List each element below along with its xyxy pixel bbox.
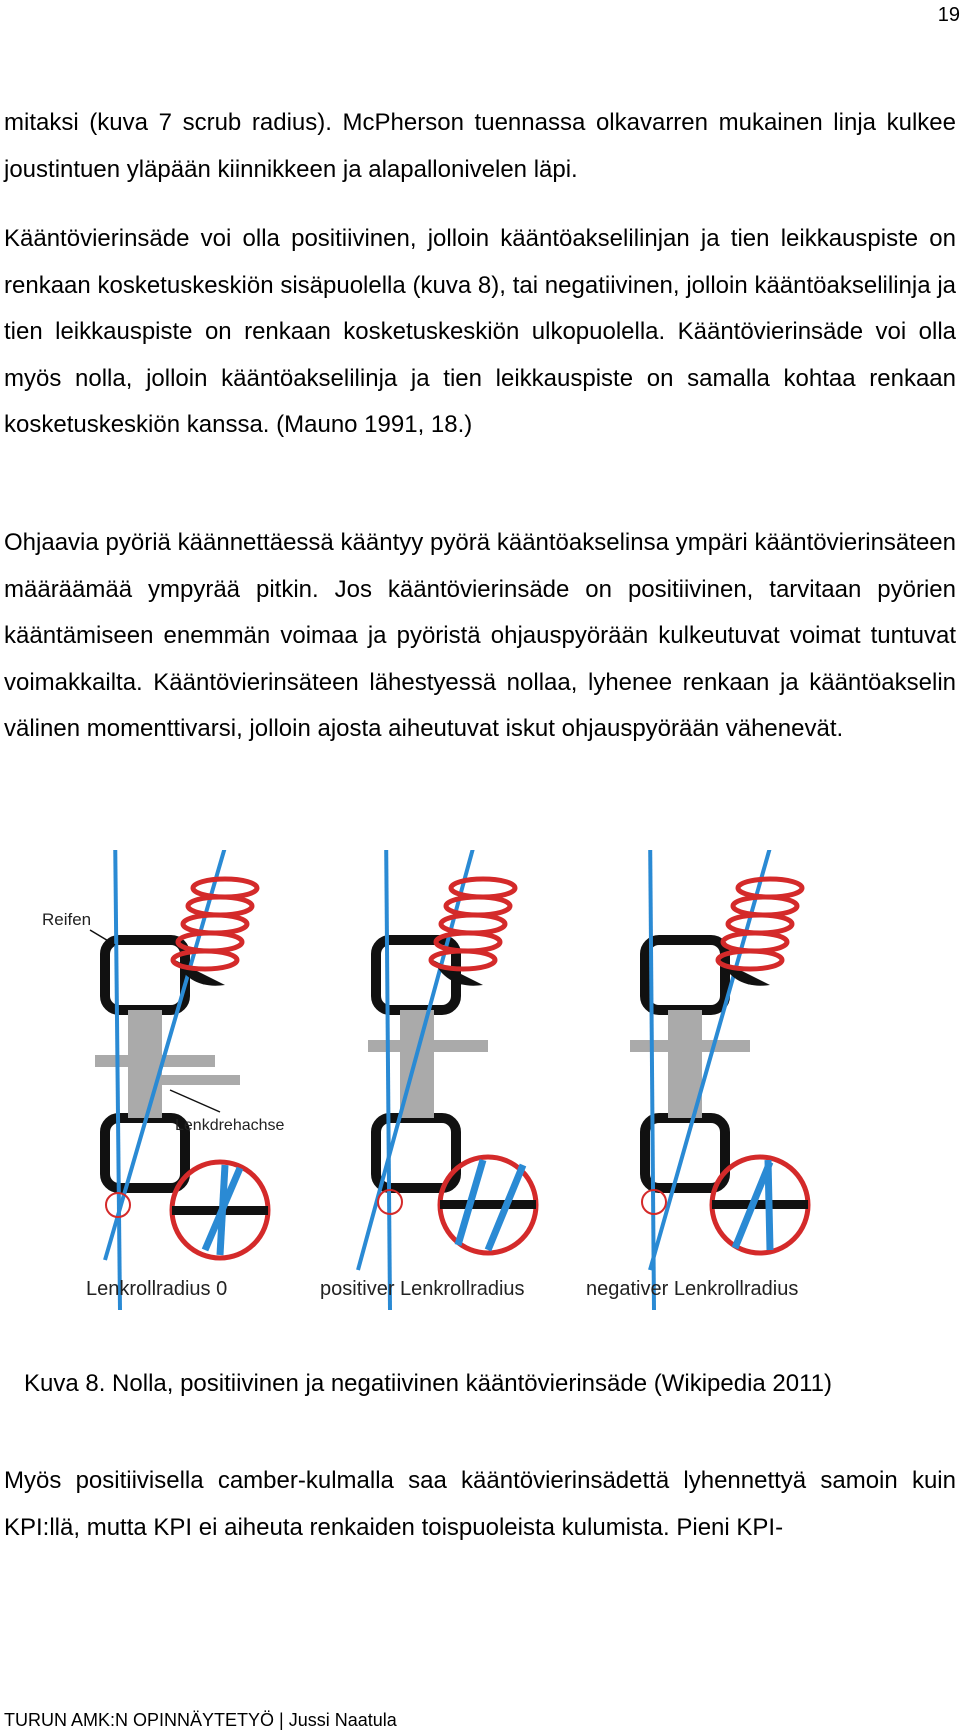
paragraph: Kääntövierinsäde voi olla positiivinen, jolloin kääntöakselilinjan ja tien leikkauspiste on renkaan kosketuskeskiön sisäpuolella (kuva 8), tai negatiivinen, jolloin kääntöakselilinja ja tien leikkauspiste on renkaan kosketuskeskiön ulkopuolella. Kääntövierinsäde voi olla myös nolla, jolloin kääntöakselilinja ja tien leikkauspiste on samalla kohtaa renkaan kosketuskeskiön kanssa. (Mauno 1991, 18.) [4,225,956,438]
label-lenkdrehachse: Lenkdrehachse [175,1117,285,1134]
paragraph: Ohjaavia pyöriä käännettäessä kääntyy pyörä kääntöakselinsa ympäri kääntövierinsäteen määräämää ympyrää pitkin. Jos kääntövierinsäde on positiivinen, tarvitaan pyörien kääntämiseen enemmän voimaa ja pyöristä ohjauspyörään kulkeutuvat voimat tuntuvat voimakkailta. Kääntövierinsäteen lähestyessä nollaa, lyhenee renkaan ja kääntöakselin välinen momenttivarsi, jolloin ajosta aiheutuvat iskut ohjauspyörään vähenevät. [4,529,956,742]
paragraph: mitaksi (kuva 7 scrub radius). McPherson tuennassa olkavarren mukainen linja kulkee joustintuen yläpään kiinnikkeen ja alapallonivelen läpi. [4,109,956,183]
control-arm [630,1040,750,1052]
road-line [440,1200,536,1209]
scrub-radius-figure [30,850,940,1310]
spring [718,879,802,969]
panel-negative [630,850,808,1310]
control-arm [95,1055,215,1067]
axis-line [650,850,654,1310]
label-positive: positiver Lenkrollradius [320,1278,525,1300]
upper-tire [645,940,725,1010]
panel-zero [95,850,268,1310]
road-line [712,1200,808,1209]
label-reifen: Reifen [42,910,92,929]
figure-caption: Kuva 8. Nolla, positiivinen ja negatiivinen kääntövierinsäde (Wikipedia 2011) [24,1370,833,1397]
paragraph: Myös positiivisella camber-kulmalla saa kääntövierinsädettä lyhennettyä samoin kuin KPI:llä, mutta KPI ei aiheuta renkaiden toispuoleista kulumista. Pieni KPI- [4,1467,956,1541]
page-number: 19 [937,4,960,26]
footer: TURUN AMK:N OPINNÄYTETYÖ | Jussi Naatula [4,1710,397,1730]
panel-positive [358,850,536,1310]
axis-line [115,850,120,1310]
label-negative: negativer Lenkrollradius [586,1278,799,1300]
axis-line [386,850,390,1310]
label-zero: Lenkrollradius 0 [86,1278,228,1300]
